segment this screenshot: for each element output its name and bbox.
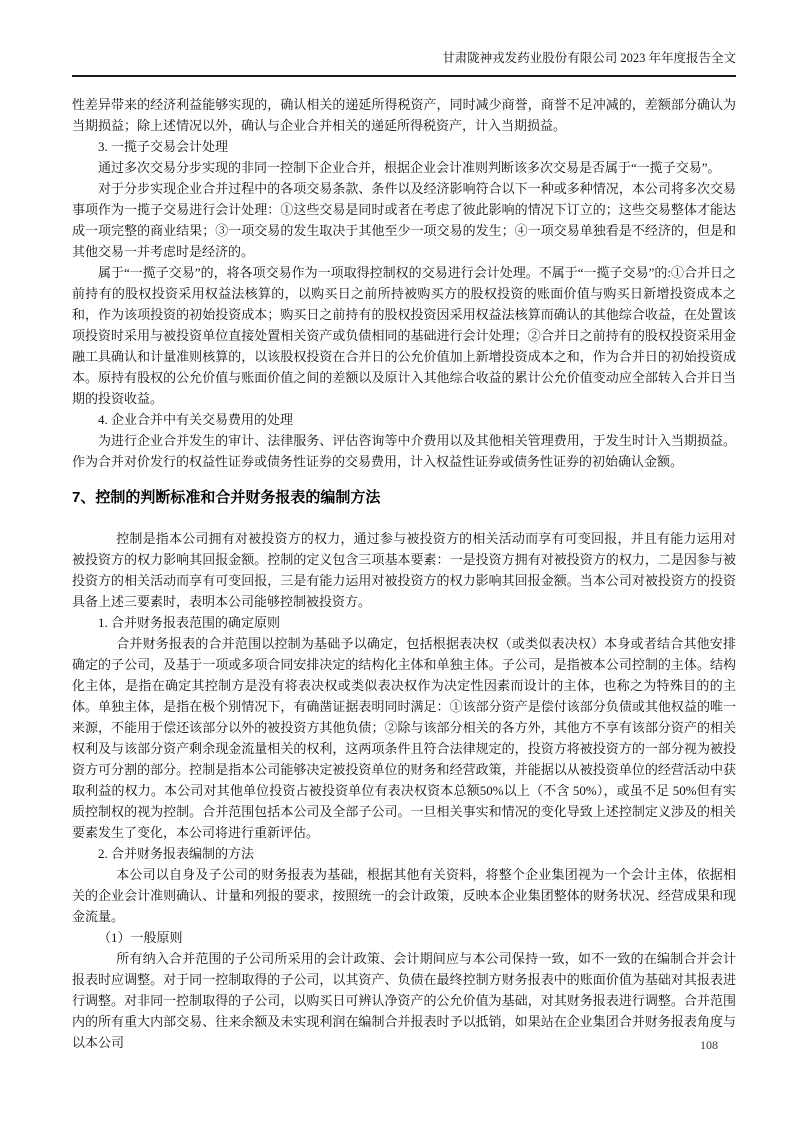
paragraph: 对于分步实现企业合并过程中的各项交易条款、条件以及经济影响符合以下一种或多种情况，本公司将多次交易事项作为一揽子交易进行会计处理：①这些交易是同时或者在考虑了彼此影响的情况下订立的；这些交易整体才能达成一项完整的商业结果；③一项交易的发生取决于其他至少一项交易的发生；④一项交易单独看是不经济的，但是和其他交易一并考虑时是经济的。: [72, 181, 736, 259]
running-header-title: 甘肃陇神戎发药业股份有限公司 2023 年年度报告全文: [442, 51, 736, 65]
paragraph: 性差异带来的经济利益能够实现的，确认相关的递延所得税资产，同时减少商誉，商誉不足冲减的，差额部分确认为当期损益；除上述情况以外，确认与企业合并相关的递延所得税资产，计入当期损益。: [72, 97, 736, 133]
numbered-item: （1）一般原则: [98, 930, 183, 945]
paragraph: 通过多次交易分步实现的非同一控制下企业合并，根据企业会计准则判断该多次交易是否属于“一揽子交易”。: [98, 160, 721, 175]
numbered-item: 1. 合并财务报表范围的确定原则: [98, 615, 281, 630]
paragraph: 控制是指本公司拥有对被投资方的权力，通过参与被投资方的相关活动而享有可变回报，并且有能力运用对被投资方的权力影响其回报金额。控制的定义包含三项基本要素：一是投资方拥有对被投资方的权力，二是因参与被投资方的相关活动而享有可变回报，三是有能力运用对被投资方的权力影响其回报金额。当本公司对被投资方的投资具备上述三要素时，表明本公司能够控制被投资方。: [72, 531, 736, 609]
paragraph: 本公司以自身及子公司的财务报表为基础，根据其他有关资料，将整个企业集团视为一个会计主体，依据相关的企业会计准则确认、计量和列报的要求，按照统一的会计政策，反映本企业集团整体的财务状况、经营成果和现金流量。: [72, 867, 736, 924]
page-number: 108: [700, 1038, 718, 1052]
paragraph: 所有纳入合并范围的子公司所采用的会计政策、会计期间应与本公司保持一致，如不一致的在编制合并会计报表时应调整。对于同一控制取得的子公司，以其资产、负债在最终控制方财务报表中的账面价值为基础对其报表进行调整。对非同一控制取得的子公司，以购买日可辨认净资产的公允价值为基础，对其财务报表进行调整。合并范围内的所有重大内部交易、往来余额及未实现利润在编制合并报表时予以抵销，如果站在企业集团合并财务报表角度与以本公司: [72, 951, 736, 1050]
document-body: [72, 94, 736, 1053]
numbered-item: 2. 合并财务报表编制的方法: [98, 846, 255, 861]
numbered-item: 4. 企业合并中有关交易费用的处理: [98, 412, 294, 427]
page-header: [72, 50, 736, 77]
page-footer: [700, 1038, 718, 1053]
section-heading: 7、控制的判断标准和合并财务报表的编制方法: [72, 489, 381, 506]
paragraph: 合并财务报表的合并范围以控制为基础予以确定，包括根据表决权（或类似表决权）本身或者结合其他安排确定的子公司，及基于一项或多项合同安排决定的结构化主体和单独主体。子公司，是指被本公司控制的主体。结构化主体，是指在确定其控制方是没有将表决权或类似表决权作为决定性因素而设计的主体，也称之为特殊目的的主体。单独主体，是指在极个别情况下，有确凿证据表明同时满足：①该部分资产是偿付该部分负债或其他权益的唯一来源，不能用于偿还该部分以外的被投资方其他负债；②除与该部分相关的各方外，其他方不享有该部分资产的相关权利及与该部分资产剩余现金流量相关的权利，这两项条件且符合法律规定的，投资方将被投资方的一部分视为被投资方可分割的部分。控制是指本公司能够决定被投资单位的财务和经营政策，并能据以从被投资单位的经营活动中获取利益的权力。本公司对其他单位投资占被投资单位有表决权资本总额50%以上（不含 50%），或虽不足 50%但有实质控制权的视为控制。合并范围包括本公司及全部子公司。一旦相关事实和情况的变化导致上述控制定义涉及的相关要素发生了变化，本公司将进行重新评估。: [72, 636, 736, 840]
paragraph: 属于“一揽子交易”的，将各项交易作为一项取得控制权的交易进行会计处理。不属于“一揽子交易”的:①合并日之前持有的股权投资采用权益法核算的，以购买日之前所持被购买方的股权投资的账面价值与购买日新增投资成本之和，作为该项投资的初始投资成本；购买日之前持有的股权投资因采用权益法核算而确认的其他综合收益，在处置该项投资时采用与被投资单位直接处置相关资产或负债相同的基础进行会计处理；②合并日之前持有的股权投资采用金融工具确认和计量准则核算的，以该股权投资在合并日的公允价值加上新增投资成本之和，作为合并日的初始投资成本。原持有股权的公允价值与账面价值之间的差额以及原计入其他综合收益的累计公允价值变动应全部转入合并日当期的投资收益。: [72, 265, 736, 406]
paragraph: 为进行企业合并发生的审计、法律服务、评估咨询等中介费用以及其他相关管理费用，于发生时计入当期损益。作为合并对价发行的权益性证券或债务性证券的交易费用，计入权益性证券或债务性证券的初始确认金额。: [72, 433, 736, 469]
numbered-item: 3. 一揽子交易会计处理: [98, 139, 229, 154]
